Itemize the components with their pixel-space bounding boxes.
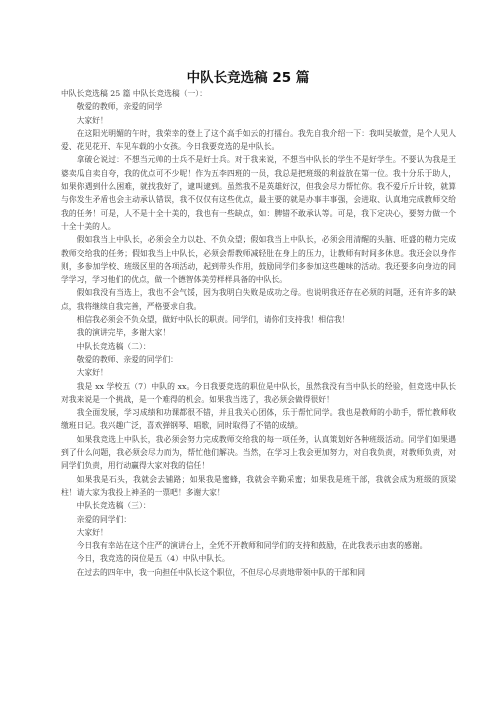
paragraph: 在过去的四年中，我一向担任中队长这个职位，不但尽心尽责地带领中队的干部和同 [76, 567, 366, 577]
paragraph: 中队长竞选稿 25 篇 中队长竞选稿（一）： [61, 89, 208, 98]
paragraph: 今日，我竞选的岗位是五（4）中队中队长。 [76, 554, 230, 564]
paragraph: 亲爱的同学们： [76, 514, 132, 524]
paragraph: 如果我是石头，我就会去铺路；如果我是蜜蜂，我就会辛勤采蜜；如果我是班干部，我就会成为班级的顶梁柱！请大家为我投上神圣的一票吧！多谢大家！ [61, 474, 456, 497]
paragraph: 我的演讲完毕，多谢大家！ [76, 328, 171, 338]
paragraph: 相信我必须会不负众望，做好中队长的职责。同学们，请你们支持我！相信我！ [76, 315, 350, 325]
document-body [61, 87, 456, 579]
paragraph: 假如我当上中队长，必须会全力以赴、不负众望；假如我当上中队长，必须会用清醒的头脑、旺盛的精力完成教师交给我的任务；假如我当上中队长，必须会帮教师减轻肚在身上的压力，让教师有时间多休息。我还会以身作则，多参加学校、班级区里的各项活动，起到带头作用，鼓励同学们多参加这些趣味的活动。我还要多向身边的同学学习，学习他们的优点，做一个德智体美劳样样具备的中队长。 [61, 235, 456, 285]
paragraph: 敬爱的教师、亲爱的同学们： [76, 354, 178, 364]
paragraph: 大家好！ [76, 115, 108, 125]
paragraph: 今日我有幸站在这个庄严的演讲台上，全凭不开教师和同学们的支持和鼓励，在此我表示由衷的感谢。 [76, 541, 428, 551]
paragraph: 敬爱的教师，亲爱的同学 [76, 102, 163, 112]
document-title: 中队长竞选稿 25 篇 [186, 70, 310, 86]
paragraph: 假如我没有当选上，我也不会气馁，因为我明白失败是成功之母。也说明我还存在必须的问题，还有许多的缺点，我将继续自我完善，严格要求自我。 [61, 288, 456, 311]
paragraph: 中队长竞选稿（三）： [76, 501, 151, 511]
paragraph: 大家好！ [76, 527, 108, 537]
paragraph: 拿破仑说过：不想当元帅的士兵不是好士兵。对于我来说，不想当中队长的学生不是好学生。不要认为我是王婆卖瓜自卖自夸，我的优点可不少呢！作为五李四班的一员，我总是把班级的利益放在第一位。我十分乐于助人，如果你遇到什么困难，就找我好了，逮叫逮到。虽然我不是英雄好汉，但我会尽力帮忙你。我不爱斤斤计较，就算与你发生矛盾也会主动承认错误，我不仅仅有这些优点，最主要的就是办事丰事强，会进取、认真地完成教师交给我的任务！可是，人不是十全十美的，我也有一些缺点，如：脾错不敢承认等。可是，我下定决心，要努力做一个十全十美的人。 [61, 155, 456, 231]
paragraph: 我是 xx 学校五（7）中队的 xx。今日我要竞选的职位是中队长，虽然我没有当中队长的经验，但竞选中队长对我来说是一个挑战，是一个难得的机会。如果我当选了，我必须会做得很好！ [61, 381, 456, 404]
paragraph: 如果我竞选上中队长，我必须会努力完成教师交给我的每一项任务，认真策划好各种班级活动。同学们如果遇到了什么问题，我必须会尽力而为，帮忙他们解决。当然，在学习上我会更加努力，对自我负责，对教师负责，对同学们负责，用行动赢得大家对我的信任！ [61, 434, 456, 471]
paragraph: 大家好！ [76, 368, 108, 378]
paragraph: 我全面发展，学习成绩和功课都很不错，并且我关心团体，乐于帮忙同学。我也是教师的小助手，帮忙教师收缴班日记。我兴趣广泛，喜欢弹钢琴、唱歌，同时取得了不错的成绩。 [61, 408, 456, 431]
paragraph: 在这阳光明媚的午时，我荣幸的登上了这个高手如云的打擂台。我先自我介绍一下：我叫吴敏萱，是个人见人爱、花见花开、车见车载的小女孩。今日我要竞选的是中队长。 [61, 128, 456, 152]
paragraph: 中队长竞选稿（二）： [76, 341, 151, 351]
